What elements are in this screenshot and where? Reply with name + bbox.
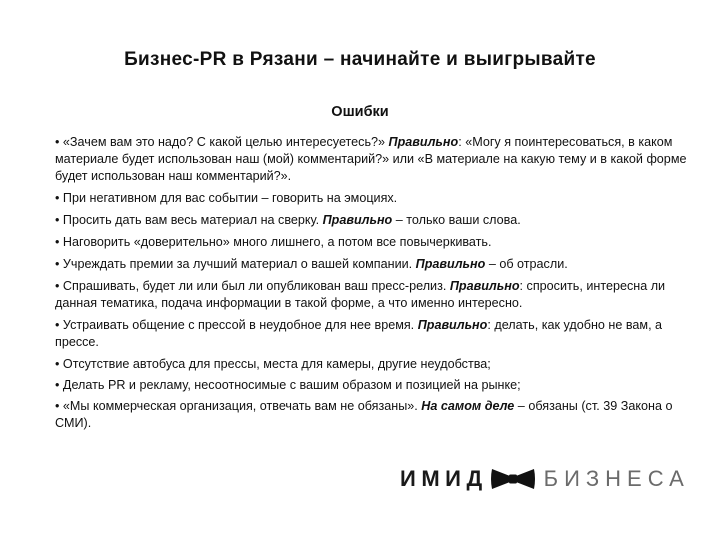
list-item	[55, 134, 687, 185]
item-text: Делать PR и рекламу, несоотносимые с вашим образом и позицией на рынке;	[59, 378, 521, 392]
bullet-marker: •	[55, 279, 60, 293]
bullet-marker: •	[55, 357, 60, 371]
list-item	[55, 278, 687, 312]
list-item	[55, 377, 687, 394]
emphasis-text: Правильно	[449, 279, 520, 293]
item-text: Просить дать вам весь материал на сверку.	[59, 213, 323, 227]
emphasis-text: На самом деле	[421, 399, 515, 413]
item-text: Учреждать премии за лучший материал о вашей компании.	[59, 257, 416, 271]
slide-title: Бизнес-PR в Рязани – начинайте и выигрывайте	[124, 49, 596, 70]
item-text: Устраивать общение с прессой в неудобное для нее время.	[59, 318, 418, 332]
emphasis-text: Правильно	[415, 257, 486, 271]
bullet-marker: •	[55, 378, 60, 392]
bowtie-icon	[490, 466, 536, 492]
logo	[400, 462, 690, 496]
bullet-marker: •	[55, 213, 60, 227]
item-text: При негативном для вас событии – говорить на эмоциях.	[59, 191, 398, 205]
bullet-marker: •	[55, 399, 60, 413]
bullet-marker: •	[55, 135, 60, 149]
logo-word-imid: ИМИД	[400, 466, 488, 491]
bullet-marker: •	[55, 257, 60, 271]
item-text: : спросить, интересна ли данная тематика, подача информации в такой форме, а что именно интересно.	[55, 279, 666, 310]
item-text: : «Могу я поинтересоваться, в каком материале будет использован наш (мой) комментарий?» или «В материале на какую тему и в какой форме будет использован наш комментарий?».	[55, 135, 687, 183]
list-item	[55, 256, 687, 273]
bullet-marker: •	[55, 191, 60, 205]
item-text: Спрашивать, будет ли или был ли опубликован ваш пресс-релиз.	[59, 279, 450, 293]
item-text: – обязаны (ст. 39 Закона о СМИ).	[55, 399, 673, 430]
list-item	[55, 317, 687, 351]
list-item	[55, 190, 687, 207]
error-list	[55, 134, 687, 436]
list-item	[55, 356, 687, 373]
item-text: Наговорить «доверительно» много лишнего, а потом все повычеркивать.	[59, 235, 492, 249]
logo-word-biznesa: БИЗНЕСА	[543, 466, 690, 491]
emphasis-text: Правильно	[322, 213, 393, 227]
bullet-marker: •	[55, 235, 60, 249]
item-text: – только ваши слова.	[392, 213, 521, 227]
item-text: «Мы коммерческая организация, отвечать вам не обязаны».	[59, 399, 422, 413]
section-subtitle: Ошибки	[331, 104, 389, 120]
item-text: – об отрасли.	[485, 257, 568, 271]
emphasis-text: Правильно	[388, 135, 459, 149]
item-text: Отсутствие автобуса для прессы, места для камеры, другие неудобства;	[59, 357, 491, 371]
list-item	[55, 234, 687, 251]
bullet-marker: •	[55, 318, 60, 332]
item-text: : делать, как удобно не вам, а прессе.	[55, 318, 663, 349]
list-item	[55, 398, 687, 432]
list-item	[55, 212, 687, 229]
item-text: «Зачем вам это надо? С какой целью интересуетесь?»	[59, 135, 389, 149]
emphasis-text: Правильно	[417, 318, 488, 332]
